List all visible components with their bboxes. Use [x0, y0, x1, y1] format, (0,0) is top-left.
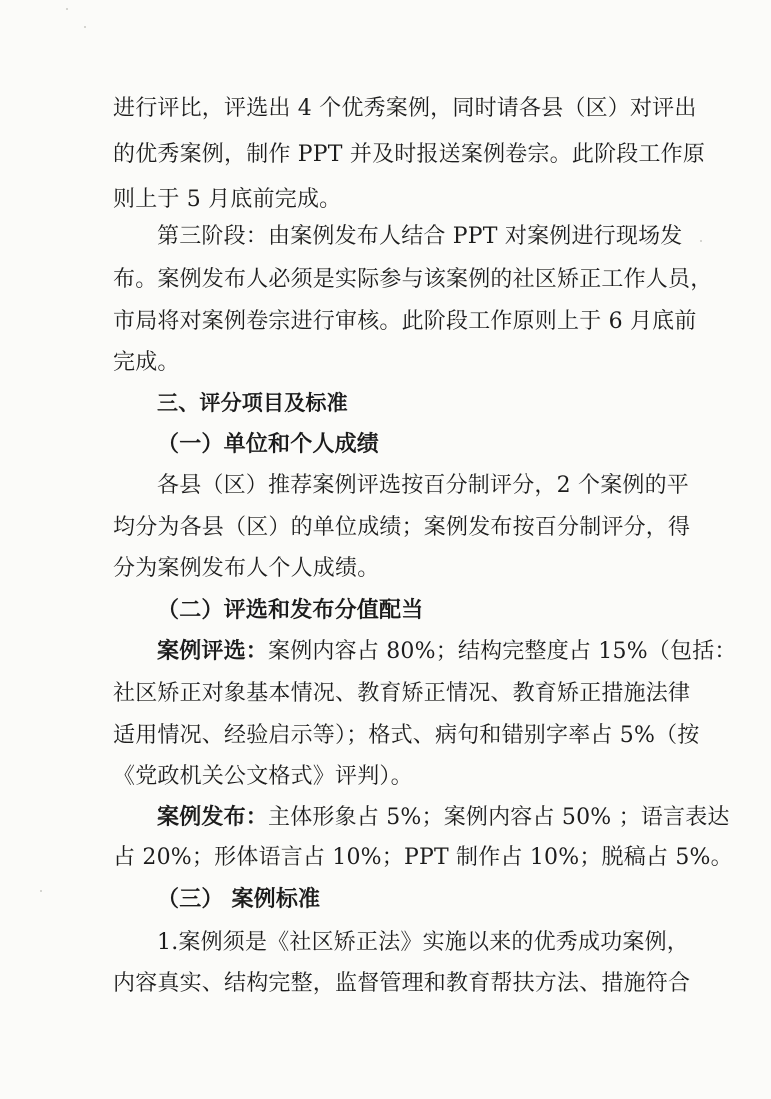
paragraph-line — [0, 795, 771, 839]
scan-speck — [40, 890, 42, 892]
case-release-label: 案例发布： — [157, 804, 269, 830]
paragraph-line: 分为案例发布人个人成绩。 — [113, 556, 380, 581]
scan-speck — [700, 240, 702, 242]
paragraph-line: 《党政机关公文格式》评判）。 — [113, 764, 413, 789]
paragraph-line: 各县（区）推荐案例评选按百分制评分，2 个案例的平 — [157, 473, 689, 498]
paragraph-line: 均分为各县（区）的单位成绩；案例发布按百分制评分，得 — [113, 515, 691, 540]
paragraph-line: 进行评比，评选出 4 个优秀案例，同时请各县（区）对评出 — [113, 96, 697, 121]
subsection-heading: （三） 案例标准 — [157, 886, 321, 912]
case-selection-text: 案例内容占 80%；结构完整度占 15%（包括： — [268, 639, 737, 664]
paragraph-line: 市局将对案例卷宗进行审核。此阶段工作原则上于 6 月底前 — [113, 309, 697, 334]
case-selection-label: 案例评选： — [157, 638, 269, 664]
paragraph-line: 适用情况、经验启示等）；格式、病句和错别字率占 5%（按 — [113, 723, 700, 748]
paragraph-line: 1.案例须是《社区矫正法》实施以来的优秀成功案例， — [157, 930, 689, 955]
paragraph-line: 社区矫正对象基本情况、教育矫正情况、教育矫正措施法律 — [113, 681, 691, 706]
paragraph-line: 第三阶段：由案例发布人结合 PPT 对案例进行现场发 — [157, 224, 683, 249]
paragraph-line: 的优秀案例，制作 PPT 并及时报送案例卷宗。此阶段工作原 — [113, 142, 706, 167]
paragraph-line: 内容真实、结构完整，监督管理和教育帮扶方法、措施符合 — [113, 971, 691, 996]
scan-speck — [66, 8, 68, 10]
paragraph-line: 布。案例发布人必须是实际参与该案例的社区矫正工作人员， — [113, 267, 713, 292]
section-heading: 三、评分项目及标准 — [157, 391, 348, 415]
paragraph-line: 占 20%；形体语言占 10%；PPT 制作占 10%；脱稿占 5%。 — [113, 845, 733, 870]
scan-speck — [84, 26, 86, 28]
subsection-heading: （二）评选和发布分值配当 — [157, 597, 424, 623]
paragraph-line: 则上于 5 月底前完成。 — [113, 187, 342, 212]
subsection-heading: （一）单位和个人成绩 — [157, 431, 380, 457]
paragraph-line: 完成。 — [113, 350, 180, 375]
paragraph-line — [0, 629, 771, 673]
case-release-text: 主体形象占 5%；案例内容占 50% ；语言表达 — [268, 805, 730, 830]
